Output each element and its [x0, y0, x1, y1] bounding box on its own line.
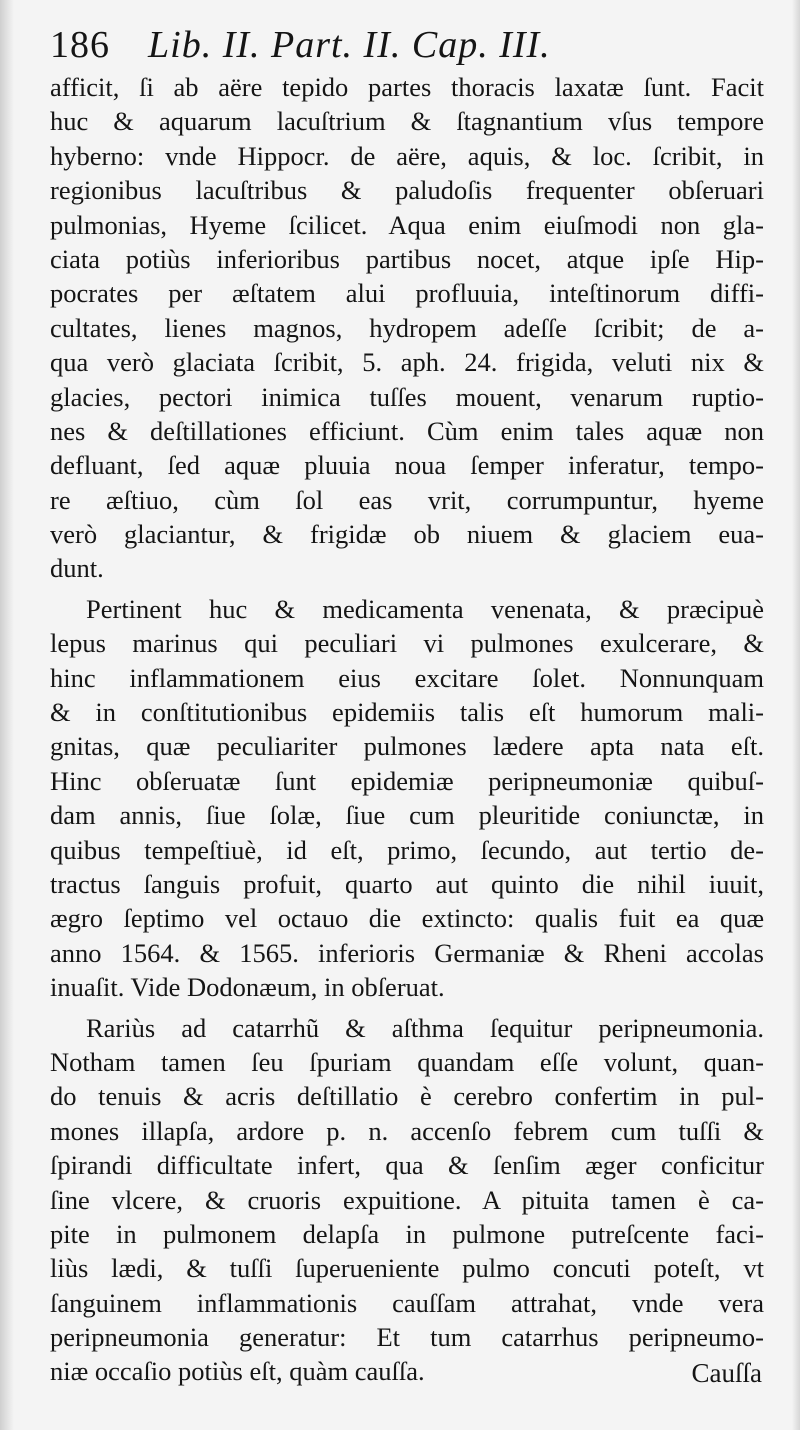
running-title: Lib. II. Part. II. Cap. III. — [148, 24, 551, 66]
text-line: Pertinent huc & medicamenta venenata, & præcipuè — [86, 593, 764, 624]
text-line: peripneumonia generatur: Et tum catarrhus peripneumo- — [50, 1322, 764, 1353]
catchword: Cauſſa — [691, 1358, 762, 1388]
paragraph-2 — [50, 592, 764, 1005]
text-line: ciata potiùs inferioribus partibus nocet, atque ipſe Hip- — [50, 243, 764, 274]
text-line: quibus tempeſtiuè, id eſt, primo, ſecundo, aut tertio de- — [50, 834, 764, 865]
text-line: glacies, pectori inimica tuſſes mouent, venarum ruptio- — [50, 381, 764, 412]
paragraph-3 — [50, 1011, 764, 1389]
text-line: afficit, ſi ab aëre tepido partes thoracis laxatæ ſunt. Facit — [50, 72, 764, 102]
text-line: pite in pulmonem delapſa in pulmone putreſcente faci- — [50, 1218, 764, 1249]
text-line: niæ occaſio potiùs eſt, quàm cauſſa. — [50, 1356, 425, 1387]
scan-right-edge — [792, 0, 800, 1430]
text-line: Notham tamen ſeu ſpuriam quandam eſſe volunt, quan- — [50, 1046, 764, 1077]
text-line: lepus marinus qui peculiari vi pulmones exulcerare, & — [50, 628, 764, 659]
text-line: Hinc obſeruatæ ſunt epidemiæ peripneumoniæ quibuſ- — [50, 765, 764, 796]
text-line: inuaſit. Vide Dodonæum, in obſeruat. — [50, 972, 445, 1003]
text-line: dunt. — [50, 553, 104, 584]
page-number: 186 — [50, 24, 110, 66]
text-line: ſine vlcere, & cruoris expuitione. A pituita tamen è ca- — [50, 1184, 764, 1215]
body-text — [50, 70, 764, 1389]
text-line: ſpirandi difficultate infert, qua & ſenſim æger conficitur — [50, 1150, 764, 1181]
text-line: defluant, ſed aquæ pluuia noua ſemper inferatur, tempo- — [50, 450, 764, 481]
text-line: hinc inflammationem eius excitare ſolet. Nonnunquam — [50, 662, 764, 693]
text-line: Rariùs ad catarrhũ & aſthma ſequitur peripneumonia. — [86, 1012, 764, 1043]
text-line: verò glaciantur, & frigidæ ob niuem & glaciem eua- — [50, 519, 764, 550]
text-line: tractus ſanguis profuit, quarto aut quinto die nihil iuuit, — [50, 868, 764, 899]
text-line: gnitas, quæ peculiariter pulmones lædere apta nata eſt. — [50, 731, 764, 762]
text-line: & in conſtitutionibus epidemiis talis eſt humorum mali- — [50, 697, 764, 728]
page-header — [50, 22, 764, 68]
text-line: qua verò glaciata ſcribit, 5. aph. 24. frigida, veluti nix & — [50, 347, 764, 378]
text-line: nes & deſtillationes efficiunt. Cùm enim tales aquæ non — [50, 415, 764, 446]
text-line: ſanguinem inflammationis cauſſam attrahat, vnde vera — [50, 1287, 764, 1318]
text-line: anno 1564. & 1565. inferioris Germaniæ & Rheni accolas — [50, 937, 764, 968]
text-line: dam annis, ſiue ſolæ, ſiue cum pleuritide coniunctæ, in — [50, 800, 764, 831]
text-line: huc & aquarum lacuſtrium & ſtagnantium vſus tempore — [50, 106, 764, 137]
text-line: pocrates per æſtatem alui profluuia, inteſtinorum diffi- — [50, 278, 764, 309]
text-line: ægro ſeptimo vel octauo die extincto: qualis fuit ea quæ — [50, 903, 764, 934]
text-line: regionibus lacuſtribus & paludoſis frequenter obſeruari — [50, 175, 764, 206]
text-line: cultates, lienes magnos, hydropem adeſſe ſcribit; de a- — [50, 312, 764, 343]
text-line: re æſtiuo, cùm ſol eas vrit, corrumpuntur, hyeme — [50, 484, 764, 515]
text-line: pulmonias, Hyeme ſcilicet. Aqua enim eiuſmodi non gla- — [50, 209, 764, 240]
text-line: hyberno: vnde Hippocr. de aëre, aquis, & loc. ſcribit, in — [50, 140, 764, 171]
scan-left-edge — [0, 0, 14, 1430]
text-line: do tenuis & acris deſtillatio è cerebro confertim in pul- — [50, 1081, 764, 1112]
text-line: liùs lædi, & tuſſi ſuperueniente pulmo concuti poteſt, vt — [50, 1253, 764, 1284]
paragraph-1 — [50, 70, 764, 586]
text-line: mones illapſa, ardore p. n. accenſo febrem cum tuſſi & — [50, 1115, 764, 1146]
